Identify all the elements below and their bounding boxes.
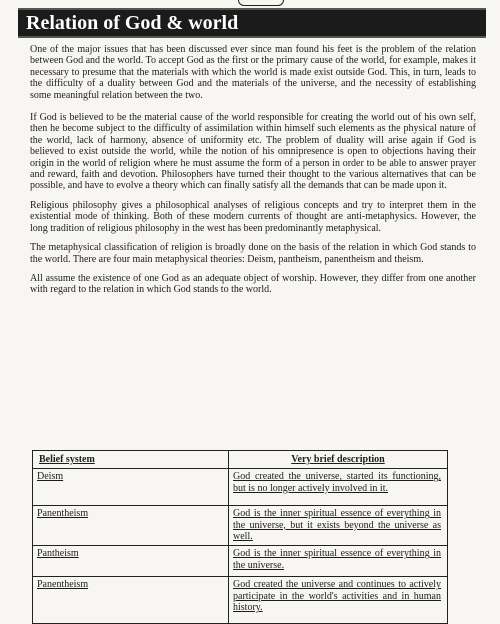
body-text xyxy=(30,44,476,304)
paragraph-5: All assume the existence of one God as an adequate object of worship. However, they differ from one another with regard to the relation in which God stands to the world. xyxy=(30,272,476,296)
belief-system-cell: Panentheism xyxy=(33,577,229,624)
paragraph-4: The metaphysical classification of religion is broadly done on the basis of the relation in which God stands to the world. There are four main metaphysical theories: Deism, pantheism, panentheism and theism. xyxy=(30,242,476,265)
paragraph-2: If God is believed to be the material cause of the world responsible for creating the world out of his own self, then he become subject to the difficulty of assimilation within himself such elements as the physical nature of the world, lack of harmony, absence of uniformity etc. The problem of duality will arise again if God is believed to exist outside the world, while the notion of his omnipresence is open to objections having their origin in the world of religion where he must assume the form of a person in order to be able to answer prayer and reward, faith and devotion. Philosophers have turned their thought to the various alternatives that can be possible, and have to evolve a theory which can finally satisfy all the demands that can be made upon it. xyxy=(30,112,476,192)
description-cell: God created the universe and continues to actively participate in the world's activities and in human history. xyxy=(229,577,448,624)
table-header-row xyxy=(33,451,448,469)
description-cell: God created the universe, started its functioning, but is no longer actively involved in it. xyxy=(229,469,448,506)
table-row xyxy=(33,506,448,546)
header-belief-system: Belief system xyxy=(33,451,229,469)
belief-system-cell: Panentheism xyxy=(33,506,229,546)
paragraph-3: Religious philosophy gives a philosophical analyses of religious concepts and try to interpret them in the existential mode of thinking. Both of these modern currents of thought are anti-metaphysics. However, the long tradition of religious philosophy in the west has been predominantly metaphysical. xyxy=(30,199,476,234)
description-cell: God is the inner spiritual essence of everything in the universe, but it exists beyond the universe as well. xyxy=(229,506,448,546)
page-title: Relation of God & world xyxy=(26,12,239,34)
belief-system-cell: Deism xyxy=(33,469,229,506)
header-description: Very brief description xyxy=(229,451,448,469)
header-tab-shape xyxy=(238,0,284,6)
table-row xyxy=(33,546,448,577)
table-row xyxy=(33,469,448,506)
title-bar xyxy=(18,8,486,38)
description-cell: God is the inner spiritual essence of everything in the universe. xyxy=(229,546,448,577)
paragraph-1: One of the major issues that has been discussed ever since man found his feet is the problem of the relation between God and the world. To accept God as the first or the primary cause of the world, for example, makes it necessary to presume that the materials with which the world is made exist outside God. This, in turn, leads to the difficulty of a duality between God and the materials of the universe, and the necessity of establishing some meaningful relation between the two. xyxy=(30,44,476,101)
belief-system-cell: Pantheism xyxy=(33,546,229,577)
belief-systems-table xyxy=(32,450,448,624)
table-row xyxy=(33,577,448,624)
